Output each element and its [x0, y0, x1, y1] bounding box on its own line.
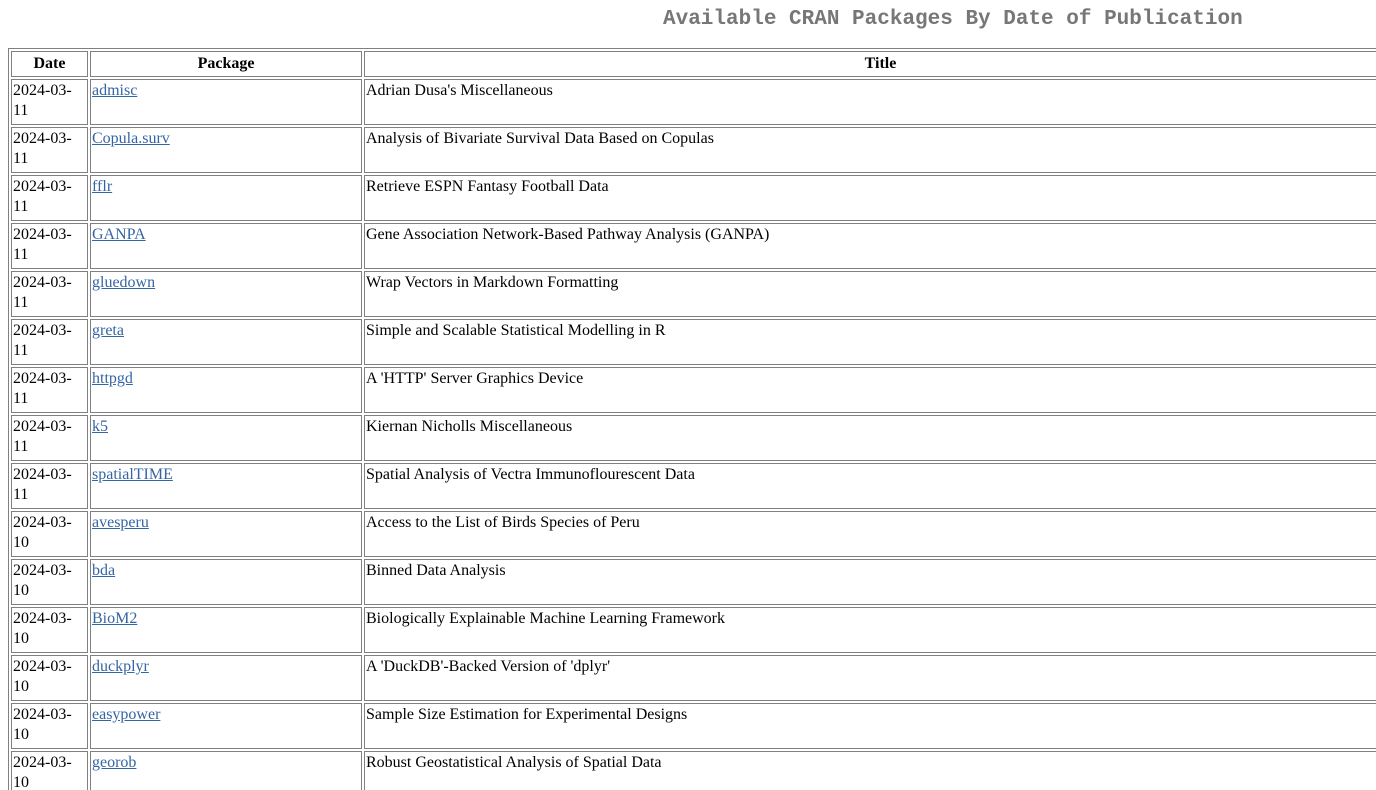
- date-cell: 2024-03-11: [11, 175, 88, 221]
- package-link[interactable]: gluedown: [92, 274, 156, 291]
- package-cell: [90, 655, 362, 701]
- package-cell: [90, 223, 362, 269]
- table-row: [11, 319, 1376, 365]
- package-cell: [90, 607, 362, 653]
- package-cell: [90, 703, 362, 749]
- package-link[interactable]: GANPA: [92, 226, 146, 243]
- package-link[interactable]: k5: [92, 418, 108, 435]
- date-cell: 2024-03-11: [11, 271, 88, 317]
- package-cell: [90, 175, 362, 221]
- title-cell: Robust Geostatistical Analysis of Spatial Data: [364, 751, 1376, 790]
- column-header-date: Date: [11, 51, 88, 77]
- title-cell: Kiernan Nicholls Miscellaneous: [364, 415, 1376, 461]
- package-cell: [90, 319, 362, 365]
- package-link[interactable]: fflr: [92, 178, 113, 195]
- table-row: [11, 463, 1376, 509]
- title-cell: Wrap Vectors in Markdown Formatting: [364, 271, 1376, 317]
- table-row: [11, 607, 1376, 653]
- column-header-title: Title: [364, 51, 1376, 77]
- page-title: Available CRAN Packages By Date of Publication: [663, 8, 1243, 31]
- table-body: [11, 79, 1376, 790]
- table-row: [11, 751, 1376, 790]
- date-cell: 2024-03-10: [11, 559, 88, 605]
- table-row: [11, 511, 1376, 557]
- package-cell: [90, 559, 362, 605]
- table-row: [11, 415, 1376, 461]
- title-cell: Analysis of Bivariate Survival Data Based on Copulas: [364, 127, 1376, 173]
- package-link[interactable]: Copula.surv: [92, 130, 170, 147]
- title-cell: A 'HTTP' Server Graphics Device: [364, 367, 1376, 413]
- package-link[interactable]: spatialTIME: [92, 466, 173, 483]
- packages-table: [8, 48, 1376, 790]
- title-cell: A 'DuckDB'-Backed Version of 'dplyr': [364, 655, 1376, 701]
- title-cell: Adrian Dusa's Miscellaneous: [364, 79, 1376, 125]
- table-row: [11, 703, 1376, 749]
- title-cell: Spatial Analysis of Vectra Immunoflourescent Data: [364, 463, 1376, 509]
- table-row: [11, 655, 1376, 701]
- date-cell: 2024-03-10: [11, 703, 88, 749]
- table-row: [11, 271, 1376, 317]
- table-row: [11, 79, 1376, 125]
- package-link[interactable]: easypower: [92, 706, 161, 723]
- title-cell: Biologically Explainable Machine Learning Framework: [364, 607, 1376, 653]
- table-row: [11, 127, 1376, 173]
- date-cell: 2024-03-10: [11, 607, 88, 653]
- date-cell: 2024-03-11: [11, 415, 88, 461]
- title-cell: Access to the List of Birds Species of Peru: [364, 511, 1376, 557]
- header-row: [11, 51, 1376, 77]
- package-link[interactable]: admisc: [92, 82, 138, 99]
- table-row: [11, 367, 1376, 413]
- package-cell: [90, 463, 362, 509]
- date-cell: 2024-03-10: [11, 751, 88, 790]
- date-cell: 2024-03-11: [11, 367, 88, 413]
- package-link[interactable]: georob: [92, 754, 137, 771]
- package-cell: [90, 751, 362, 790]
- title-cell: Sample Size Estimation for Experimental Designs: [364, 703, 1376, 749]
- package-cell: [90, 367, 362, 413]
- date-cell: 2024-03-10: [11, 511, 88, 557]
- package-link[interactable]: avesperu: [92, 514, 149, 531]
- package-cell: [90, 415, 362, 461]
- package-cell: [90, 271, 362, 317]
- title-cell: Simple and Scalable Statistical Modelling in R: [364, 319, 1376, 365]
- date-cell: 2024-03-10: [11, 655, 88, 701]
- title-cell: Binned Data Analysis: [364, 559, 1376, 605]
- package-link[interactable]: BioM2: [92, 610, 138, 627]
- date-cell: 2024-03-11: [11, 319, 88, 365]
- title-cell: Gene Association Network-Based Pathway Analysis (GANPA): [364, 223, 1376, 269]
- date-cell: 2024-03-11: [11, 127, 88, 173]
- package-cell: [90, 79, 362, 125]
- table-row: [11, 223, 1376, 269]
- package-link[interactable]: httpgd: [92, 370, 133, 387]
- date-cell: 2024-03-11: [11, 223, 88, 269]
- package-cell: [90, 127, 362, 173]
- date-cell: 2024-03-11: [11, 463, 88, 509]
- table-row: [11, 175, 1376, 221]
- date-cell: 2024-03-11: [11, 79, 88, 125]
- title-cell: Retrieve ESPN Fantasy Football Data: [364, 175, 1376, 221]
- package-cell: [90, 511, 362, 557]
- column-header-package: Package: [90, 51, 362, 77]
- package-link[interactable]: bda: [92, 562, 116, 579]
- package-link[interactable]: greta: [92, 322, 124, 339]
- table-row: [11, 559, 1376, 605]
- package-link[interactable]: duckplyr: [92, 658, 149, 675]
